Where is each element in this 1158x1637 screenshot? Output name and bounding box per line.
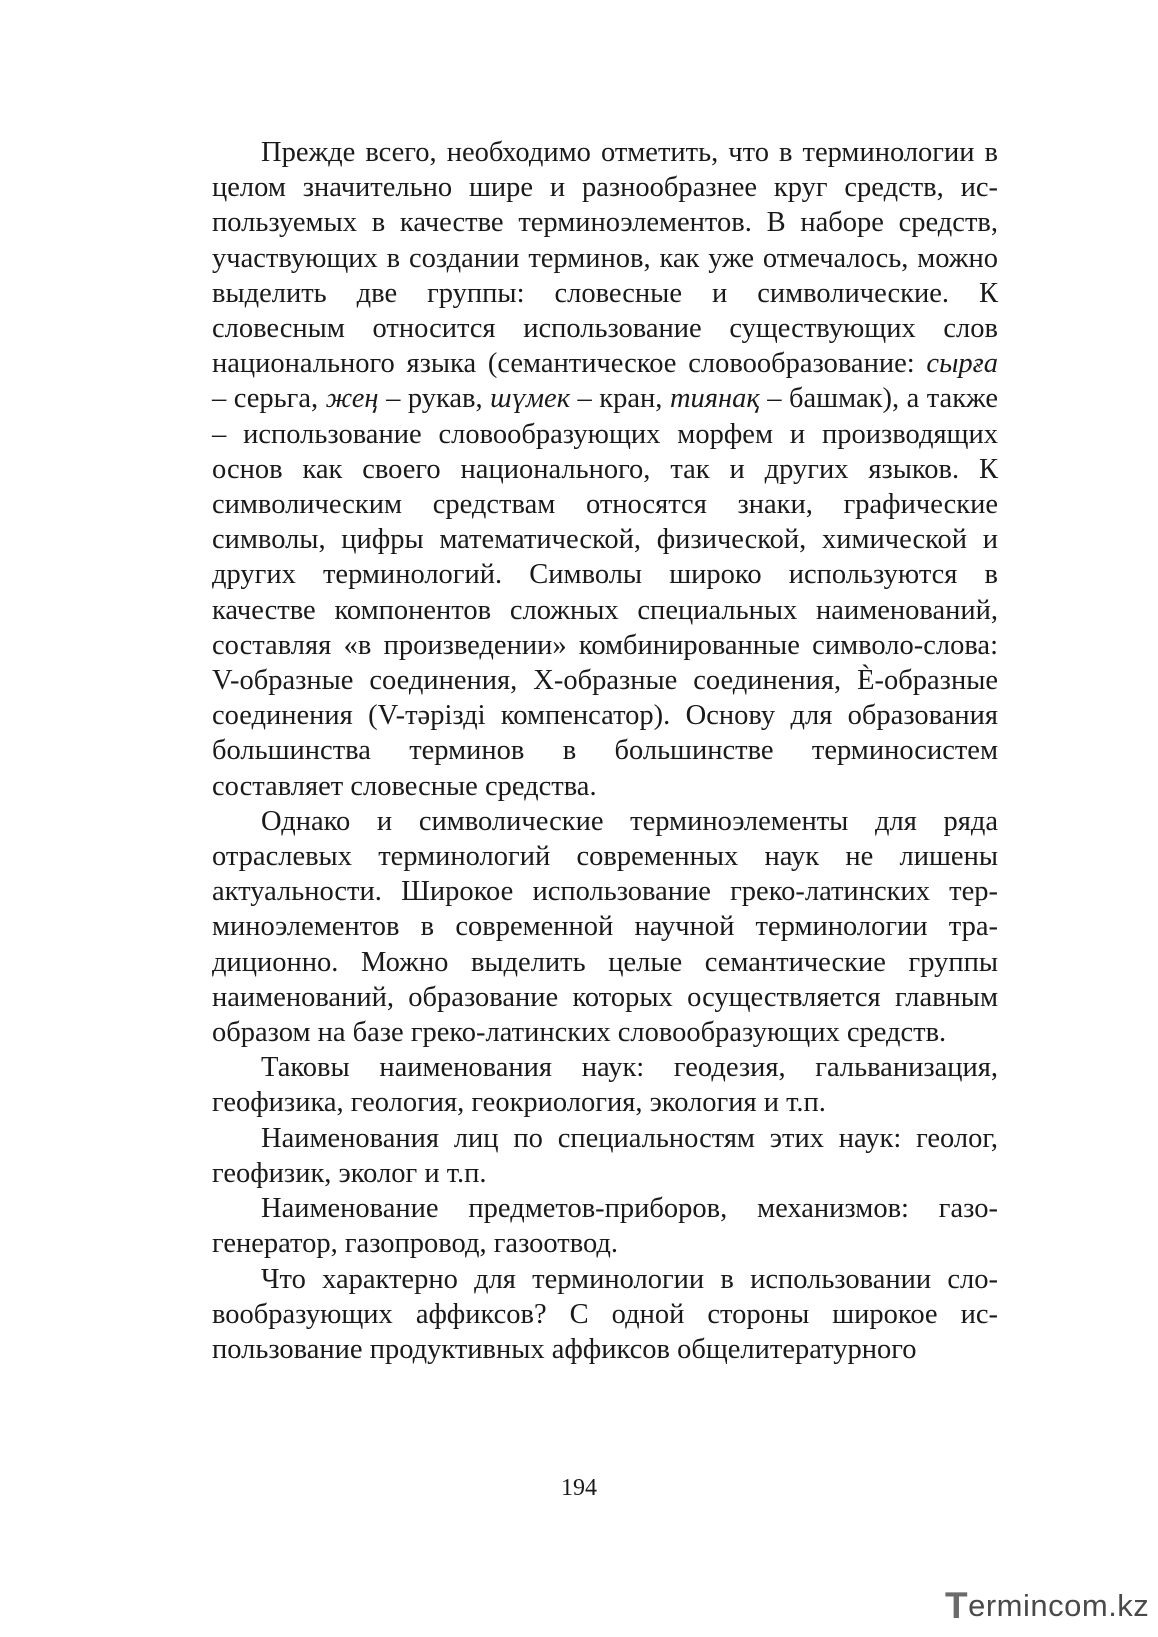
paragraph-4 [212,1121,998,1191]
text-run: Наименование предметов-приборов, механизмов: газогенератор, газопровод, газоотвод. [212,1193,998,1260]
paragraph-5 [212,1191,998,1261]
paragraph-1 [212,135,998,804]
paragraph-2 [212,804,998,1050]
paragraph-3 [212,1050,998,1120]
text-run: Однако и символические терминоэлементы для ряда отраслевых терминологий современных наук не лишены актуальности. Широкое использование греко-латинских терминоэлементов в современной научной терминологии традиционно. Можно выделить целые семантические группы наименований, образование которых осуществляется главным образом на базе греко-латинских словообразующих средств. [212,805,998,1049]
italic-term: тиянақ [669,383,760,415]
page-number: 194 [561,1475,597,1501]
text-run: – кран, [570,383,670,415]
italic-term: сырға [926,348,998,380]
text-run: – башмак), а также – использование словообразующих морфем и производящих основ как своего национального, так и других языков. К символическим средствам относятся знаки, графические символы, цифры математической, физической, химической и других терминологий. Символы широко используются в качестве компонентов сложных специальных наименований, составляя «в произведении» комбинированные символо-слова: V-образные соединения, Х-образные соединения, Ѐ-образные соединения (V-тәрізді компенсатор). Основу для образования большинства терминов в большинстве терминосистем составляет словесные средства. [212,383,999,802]
watermark-logo [945,1584,1149,1628]
text-run: – серьга, [212,383,326,415]
watermark-lead-letter: T [945,1585,969,1626]
text-run: Прежде всего, необходимо отметить, что в терминологии в целом значительно шире и разнообразнее круг средств, используемых в качестве терминоэлементов. В наборе средств, участвующих в создании терминов, как уже отмечалось, можно выделить две группы: словесные и символические. К словесным относится использование существующих слов национального языка (семантическое словообразование: [212,137,998,380]
page-body [212,135,998,1367]
text-run: Таковы наименования наук: геодезия, гальванизация, геофизика, геология, геокриология, экология и т.п. [212,1052,998,1119]
watermark-text: ermincom.kz [968,1588,1150,1623]
text-run: Что характерно для терминологии в использовании словообразующих аффиксов? С одной стороны широкое использование продуктивных аффиксов общелитературного [212,1263,998,1365]
text-run: – рукав, [378,383,491,415]
text-run: Наименования лиц по специальностям этих наук: геолог, геофизик, эколог и т.п. [212,1122,998,1189]
italic-term: жең [325,383,379,415]
italic-term: шүмек [490,383,571,415]
paragraph-6 [212,1262,998,1368]
